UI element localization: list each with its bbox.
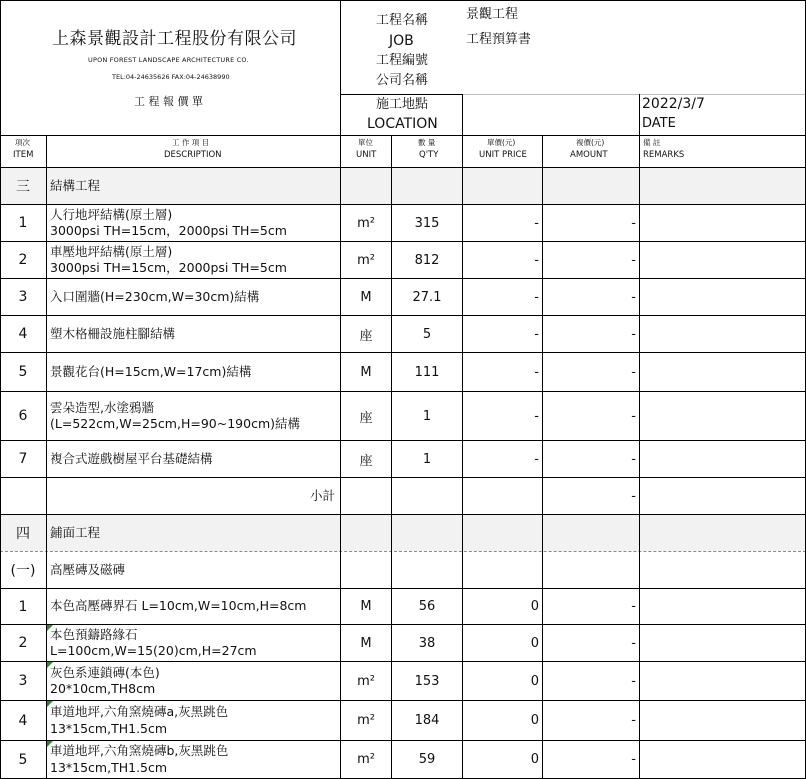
document-title: 工 程 報 價 單 [134, 95, 203, 108]
item-unit-price: 0 [530, 599, 539, 614]
job-value: 景觀工程 [466, 7, 519, 22]
item-unit [341, 478, 391, 514]
item-amount [543, 168, 639, 204]
item-quantity [392, 552, 462, 588]
item-number: 三 [16, 179, 30, 195]
item-quantity: 315 [414, 215, 440, 231]
description-line-2: 13*15cm,TH1.5cm [50, 759, 168, 775]
item-amount [543, 552, 639, 588]
item-unit-price [463, 168, 542, 204]
description-line-1: 雲朵造型,水塗鴉牆 [50, 399, 154, 415]
location-label-en: LOCATION [367, 116, 438, 132]
item-amount: - [631, 673, 636, 689]
item-amount: - [631, 326, 636, 342]
item-quantity: 111 [414, 364, 440, 380]
grid-line [0, 241, 806, 242]
item-quantity [392, 168, 462, 204]
col-qty-zh: 數 量 [418, 138, 436, 147]
item-description [47, 168, 339, 204]
grid-line [0, 624, 806, 625]
location-label-zh: 施工地點 [376, 97, 429, 112]
item-description [47, 279, 339, 315]
grid-line [463, 94, 806, 95]
grid-line [0, 204, 806, 205]
col-item-zh: 項次 [15, 138, 30, 147]
item-amount: - [631, 451, 636, 467]
cell-marker [47, 625, 53, 631]
col-remarks-zh: 備 註 [643, 138, 661, 147]
description-line-1: 塑木格柵設施柱腳結構 [50, 325, 176, 341]
item-quantity: 56 [418, 599, 436, 614]
item-amount: - [631, 408, 636, 424]
grid-line [639, 94, 640, 779]
table-row [0, 625, 806, 661]
description-line-2: (L=522cm,W=25cm,H=90~190cm)結構 [50, 416, 300, 431]
col-desc-en: DESCRIPTION [164, 150, 222, 160]
item-number [0, 478, 46, 514]
item-unit: 座 [359, 453, 373, 469]
item-remarks [640, 441, 806, 477]
item-unit-price [463, 515, 542, 551]
item-amount: - [631, 752, 636, 767]
document-value: 工程預算書 [466, 32, 532, 47]
item-number: 3 [18, 289, 28, 305]
item-unit-price: - [534, 326, 539, 342]
grid-line [0, 352, 806, 353]
item-number: 7 [18, 451, 28, 467]
item-description [47, 625, 339, 661]
cell-marker [47, 662, 53, 668]
col-qty-en: Q'TY [419, 150, 439, 160]
item-number: 5 [18, 751, 28, 768]
company-label: 公司名稱 [376, 73, 429, 88]
item-remarks [640, 242, 806, 278]
table-row [0, 316, 806, 352]
col-unit-zh: 單位 [358, 138, 373, 147]
item-amount: - [631, 635, 636, 651]
item-number: 1 [18, 598, 28, 615]
table-row [0, 589, 806, 624]
company-english-name: UPON FOREST LANDSCAPE ARCHITECTURE CO. [88, 56, 249, 64]
item-description [47, 353, 339, 391]
table-row [0, 741, 806, 778]
item-description [47, 701, 339, 740]
item-amount: - [631, 488, 636, 504]
description-line-1: 高壓磚及磁磚 [50, 561, 126, 577]
item-description [47, 515, 339, 551]
col-unit-en: UNIT [356, 150, 377, 160]
grid-line [340, 0, 341, 779]
company-tel-fax: TEL:04-24635626 FAX:04-24638990 [112, 73, 230, 81]
item-remarks [640, 701, 806, 740]
item-remarks [640, 316, 806, 352]
item-unit-price: 0 [530, 673, 539, 689]
grid-line-dashed [0, 551, 806, 552]
item-quantity [392, 478, 462, 514]
item-quantity: 1 [422, 451, 432, 467]
item-unit-price: - [534, 289, 539, 305]
table-row [0, 205, 806, 241]
company-name: 上森景觀設計工程股份有限公司 [52, 29, 297, 49]
item-description [47, 205, 339, 241]
grid-line [0, 740, 806, 741]
item-remarks [640, 741, 806, 778]
item-unit-price: - [534, 215, 539, 231]
item-number: 四 [16, 526, 30, 542]
grid-line [46, 135, 47, 779]
item-description [47, 242, 339, 278]
grid-line [0, 588, 806, 589]
item-number: 5 [18, 364, 28, 380]
grid-line [0, 167, 806, 168]
table-row [0, 515, 806, 551]
job-label-zh: 工程名稱 [376, 13, 429, 28]
job-label-en: JOB [389, 33, 414, 49]
item-unit: M [360, 635, 372, 651]
description-line-2: 3000psi TH=15cm，2000psi TH=5cm [50, 260, 287, 275]
job-number-label: 工程編號 [376, 53, 429, 68]
item-description [47, 662, 339, 700]
date-value: 2022/3/7 [642, 96, 705, 112]
item-unit-price: - [534, 364, 539, 380]
item-quantity: 27.1 [412, 289, 442, 305]
grid-line [0, 315, 806, 316]
col-item-en: ITEM [13, 150, 34, 160]
description-line-1: 車道地坪,六角窯燒磚a,灰黑跳色 [50, 704, 229, 720]
col-price-zh: 單價(元) [487, 138, 516, 147]
cell-marker [47, 741, 53, 747]
description-line-1: 本色預鑄路緣石 [50, 626, 138, 642]
table-row [0, 662, 806, 700]
item-unit-price [463, 552, 542, 588]
item-description [47, 316, 339, 352]
col-remarks-en: REMARKS [643, 150, 685, 160]
item-remarks [640, 515, 806, 551]
item-unit [341, 168, 391, 204]
item-amount: - [631, 289, 636, 305]
description-line-1: 本色高壓磚界石 L=10cm,W=10cm,H=8cm [50, 598, 307, 614]
grid-line [0, 391, 806, 392]
description-line-1: 結構工程 [50, 177, 101, 193]
table-row [0, 478, 806, 514]
item-unit: 座 [359, 410, 373, 426]
grid-line [0, 514, 806, 515]
item-amount: - [631, 252, 636, 268]
item-unit: M [360, 599, 372, 614]
item-unit: m² [357, 215, 375, 231]
item-description [47, 478, 339, 514]
item-remarks [640, 279, 806, 315]
item-remarks [640, 589, 806, 624]
item-number: 1 [18, 215, 28, 231]
item-remarks [640, 168, 806, 204]
grid-line [0, 0, 806, 1]
grid-line [0, 700, 806, 701]
item-amount: - [631, 215, 636, 231]
item-remarks [640, 205, 806, 241]
col-price-en: UNIT PRICE [479, 150, 527, 160]
col-desc-zh: 工 作 項 目 [172, 138, 210, 147]
grid-line [0, 135, 806, 136]
description-line-1: 景觀花台(H=15cm,W=17cm)結構 [50, 363, 252, 379]
item-unit-price: - [534, 408, 539, 424]
item-unit-price: - [534, 252, 539, 268]
grid-line [542, 135, 543, 779]
item-description [47, 552, 339, 588]
item-quantity: 184 [414, 713, 440, 728]
item-quantity: 153 [414, 673, 440, 689]
table-row [0, 552, 806, 588]
grid-line [0, 440, 806, 441]
item-unit: m² [357, 752, 375, 767]
description-line-1: 鋪面工程 [50, 524, 101, 540]
item-description [47, 741, 339, 778]
item-unit: m² [357, 713, 375, 728]
item-remarks [640, 662, 806, 700]
item-unit [341, 515, 391, 551]
item-unit-price [463, 478, 542, 514]
description-line-2: 20*10cm,TH8cm [50, 681, 156, 696]
item-unit: m² [357, 252, 375, 268]
item-remarks [640, 353, 806, 391]
description-line-2: L=100cm,W=15(20)cm,H=27cm [50, 643, 257, 658]
date-label: DATE [642, 116, 676, 131]
item-unit: m² [357, 673, 375, 689]
item-number: 3 [18, 673, 28, 689]
grid-line [462, 94, 463, 779]
item-unit-price: 0 [530, 752, 539, 767]
description-line-1: 小計 [309, 487, 335, 503]
table-row [0, 441, 806, 477]
item-amount: - [631, 713, 636, 728]
item-number: 2 [18, 635, 28, 651]
item-amount: - [631, 364, 636, 380]
item-quantity [392, 515, 462, 551]
item-remarks [640, 478, 806, 514]
table-row [0, 392, 806, 440]
item-unit: M [360, 289, 372, 305]
item-unit-price: 0 [530, 635, 539, 651]
description-line-2: 3000psi TH=15cm，2000psi TH=5cm [50, 223, 287, 238]
item-description [47, 589, 339, 624]
description-line-1: 灰色系連鎖磚(本色) [50, 664, 160, 680]
item-quantity: 812 [414, 252, 440, 268]
description-line-1: 人行地坪結構(原土層) [50, 206, 173, 222]
item-unit-price: - [534, 451, 539, 467]
grid-line [0, 477, 806, 478]
table-row [0, 353, 806, 391]
grid-line [0, 278, 806, 279]
grid-line [0, 661, 806, 662]
item-unit [341, 552, 391, 588]
grid-line [340, 94, 463, 95]
item-description [47, 392, 339, 440]
grid-line [391, 135, 392, 779]
item-amount [543, 515, 639, 551]
item-unit: 座 [359, 328, 373, 344]
col-amount-zh: 複價(元) [576, 138, 605, 147]
item-remarks [640, 625, 806, 661]
item-unit-price: 0 [530, 713, 539, 728]
description-line-1: 車道地坪,六角窯燒磚b,灰黑跳色 [50, 743, 229, 759]
table-row [0, 701, 806, 740]
grid-line [0, 0, 1, 779]
cell-marker [47, 701, 53, 707]
table-row [0, 168, 806, 204]
item-description [47, 441, 339, 477]
item-quantity: 38 [418, 635, 436, 651]
item-number: 4 [18, 326, 28, 342]
item-unit: M [360, 364, 372, 380]
table-row [0, 242, 806, 278]
description-line-2: 13*15cm,TH1.5cm [50, 720, 168, 736]
description-line-1: 車壓地坪結構(原土層) [50, 243, 173, 259]
description-line-1: 複合式遊戲樹屋平台基礎結構 [50, 450, 213, 466]
item-amount: - [631, 599, 636, 614]
item-remarks [640, 552, 806, 588]
description-line-1: 入口圍牆(H=230cm,W=30cm)結構 [50, 288, 260, 304]
col-amount-en: AMOUNT [570, 150, 608, 160]
item-quantity: 1 [422, 408, 432, 424]
item-number: 4 [18, 712, 28, 729]
item-number: 2 [18, 252, 28, 268]
item-quantity: 5 [422, 326, 432, 342]
item-remarks [640, 392, 806, 440]
item-quantity: 59 [418, 752, 436, 767]
table-row [0, 279, 806, 315]
item-number: 6 [18, 408, 28, 424]
item-number: (一) [10, 563, 36, 579]
